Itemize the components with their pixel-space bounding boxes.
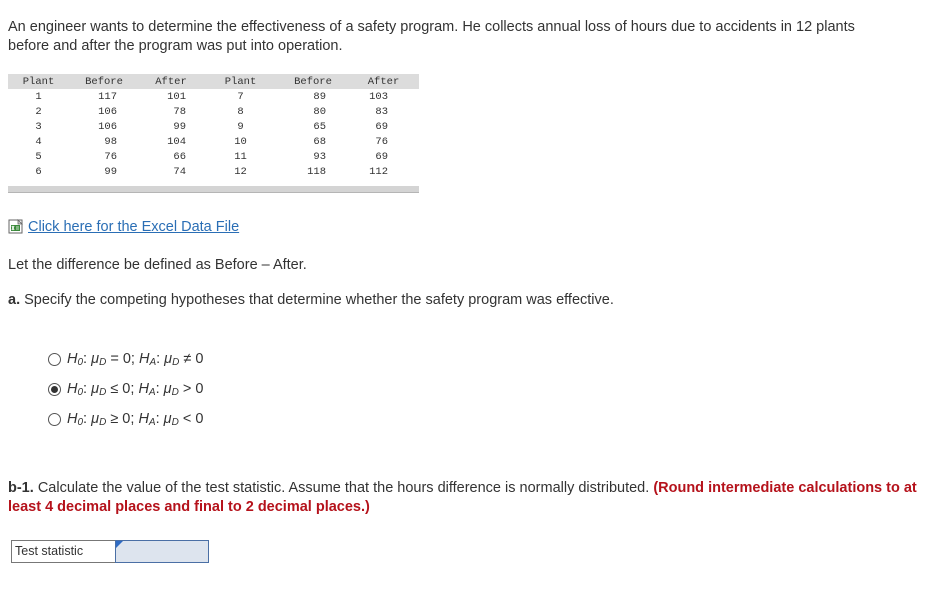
cell-after: 104 bbox=[167, 135, 186, 148]
cell-before: 117 bbox=[98, 90, 117, 103]
cell-plant: 12 bbox=[234, 165, 247, 178]
col-header-after: After bbox=[348, 74, 419, 89]
cell-after: 66 bbox=[173, 150, 186, 163]
excel-link-row[interactable] bbox=[8, 219, 239, 235]
cell-after: 69 bbox=[375, 150, 388, 163]
cell-before: 118 bbox=[307, 165, 326, 178]
question-b1 bbox=[8, 479, 943, 517]
question-b1-text: Calculate the value of the test statistic. Assume that the hours difference is normally distributed. bbox=[37, 480, 650, 496]
problem-intro bbox=[8, 18, 938, 56]
cell-after: 112 bbox=[369, 165, 388, 178]
hypothesis-options bbox=[48, 344, 203, 434]
cell-plant: 11 bbox=[234, 150, 247, 163]
hypothesis-option-2[interactable]: $H_0$: $\mu_D \le 0$; $H_A$: $\mu_D > 0$ bbox=[48, 374, 203, 404]
cell-after: 99 bbox=[173, 120, 186, 133]
table-row bbox=[8, 164, 419, 179]
cell-plant: 3 bbox=[35, 120, 42, 133]
cell-after: 76 bbox=[375, 135, 388, 148]
col-header-after: After bbox=[139, 74, 203, 89]
difference-definition: Let the difference be defined as Before – After. bbox=[8, 257, 307, 273]
intro-line-2: before and after the program was put into operation. bbox=[8, 38, 343, 54]
question-b1-label: b-1. bbox=[8, 480, 34, 496]
cell-before: 106 bbox=[98, 120, 117, 133]
test-statistic-label: Test statistic bbox=[11, 540, 115, 563]
cell-plant: 10 bbox=[234, 135, 247, 148]
cell-before: 68 bbox=[313, 135, 326, 148]
question-a bbox=[8, 292, 614, 308]
cell-plant: 5 bbox=[35, 150, 42, 163]
col-header-plant: Plant bbox=[203, 74, 278, 89]
table-scrollbar[interactable] bbox=[8, 186, 419, 193]
cell-plant: 2 bbox=[35, 105, 42, 118]
rounding-instruction: (Round intermediate calculations to at least 4 decimal places and final to 2 decimal places.) bbox=[8, 480, 917, 515]
cell-before: 99 bbox=[104, 165, 117, 178]
cell-before: 76 bbox=[104, 150, 117, 163]
col-header-plant: Plant bbox=[8, 74, 69, 89]
cell-plant: 1 bbox=[35, 90, 42, 103]
cell-plant: 7 bbox=[237, 90, 244, 103]
cell-plant: 6 bbox=[35, 165, 42, 178]
cell-after: 74 bbox=[173, 165, 186, 178]
cell-after: 83 bbox=[375, 105, 388, 118]
cell-plant: 4 bbox=[35, 135, 42, 148]
hypothesis-option-3[interactable]: $H_0$: $\mu_D \ge 0$; $H_A$: $\mu_D < 0$ bbox=[48, 404, 203, 434]
table-row bbox=[8, 149, 419, 164]
cell-before: 98 bbox=[104, 135, 117, 148]
cell-after: 78 bbox=[173, 105, 186, 118]
col-header-before: Before bbox=[69, 74, 139, 89]
radio-button[interactable] bbox=[48, 413, 61, 426]
excel-file-icon[interactable] bbox=[8, 219, 26, 235]
cell-before: 93 bbox=[313, 150, 326, 163]
cell-after: 101 bbox=[167, 90, 186, 103]
intro-line-1: An engineer wants to determine the effectiveness of a safety program. He collects annual loss of hours due to accidents in 12 plants bbox=[8, 19, 855, 35]
answer-row bbox=[11, 540, 209, 563]
radio-button-selected[interactable] bbox=[48, 383, 61, 396]
cell-plant: 8 bbox=[237, 105, 244, 118]
col-header-before: Before bbox=[278, 74, 348, 89]
cell-before: 65 bbox=[313, 120, 326, 133]
table-row bbox=[8, 119, 419, 134]
data-table bbox=[8, 74, 419, 179]
table-row bbox=[8, 89, 419, 104]
question-a-label: a. bbox=[8, 292, 21, 308]
question-a-text: Specify the competing hypotheses that determine whether the safety program was effective. bbox=[24, 292, 614, 308]
radio-button[interactable] bbox=[48, 353, 61, 366]
test-statistic-input[interactable] bbox=[115, 540, 209, 563]
cell-before: 106 bbox=[98, 105, 117, 118]
cell-before: 80 bbox=[313, 105, 326, 118]
hypothesis-option-1[interactable]: $H_0$: $\mu_D = 0$; $H_A$: $\mu_D \ne 0$ bbox=[48, 344, 203, 374]
cell-after: 103 bbox=[369, 90, 388, 103]
table-row bbox=[8, 134, 419, 149]
cell-plant: 9 bbox=[237, 120, 244, 133]
cell-after: 69 bbox=[375, 120, 388, 133]
table-header-row bbox=[8, 74, 419, 89]
table-row bbox=[8, 104, 419, 119]
excel-data-file-link[interactable]: Click here for the Excel Data File bbox=[28, 219, 240, 235]
cell-before: 89 bbox=[313, 90, 326, 103]
